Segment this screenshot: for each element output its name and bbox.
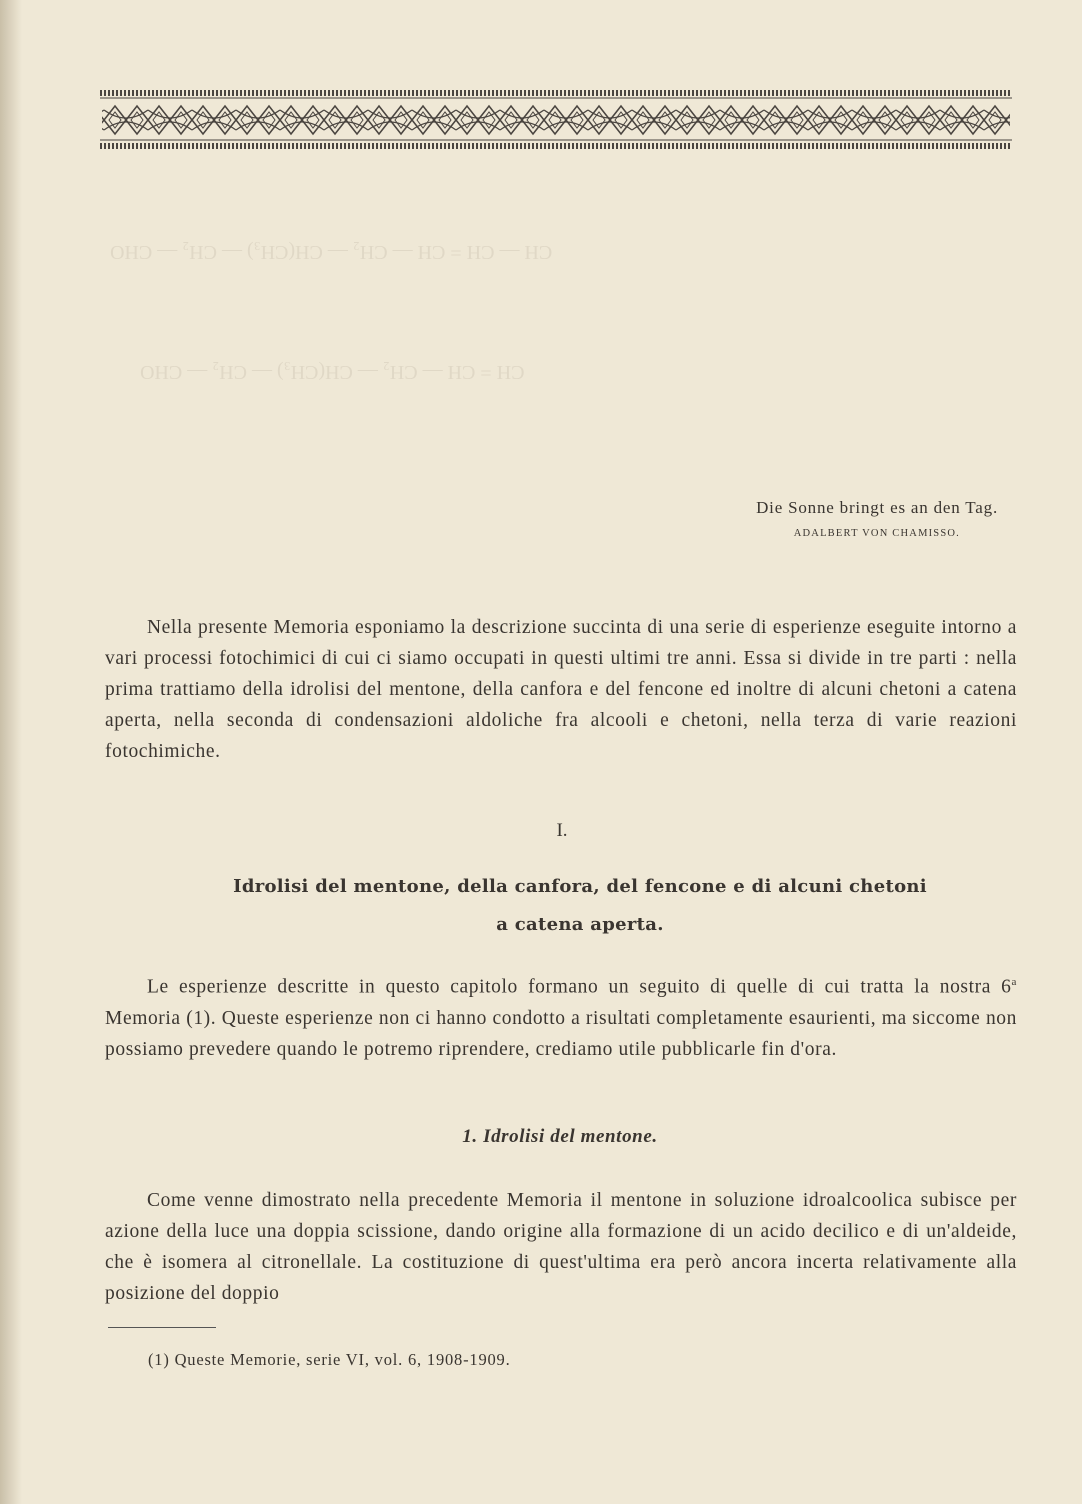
- section-title-line: a catena aperta.: [496, 914, 664, 935]
- decorative-header-ornament: [100, 88, 1012, 152]
- subsection-heading: [100, 1126, 1020, 1148]
- intro-paragraph: Nella presente Memoria esponiamo la descrizione succinta di una serie di esperienze eseguite intorno a vari processi fotochimici di cui ci siamo occupati in questi ultimi tre anni. Essa si divide in tre parti : nella prima trattiamo della idrolisi del mentone, della canfora e del fencone ed inoltre di alcuni chetoni a catena aperta, nella seconda di condensazioni aldoliche fra alcooli e chetoni, nella terza di varie reazioni fotochimiche.: [105, 617, 1017, 762]
- epigraph: [756, 498, 998, 539]
- superscript: a: [1011, 976, 1017, 988]
- subsection-title: Idrolisi del mentone.: [483, 1126, 658, 1147]
- subsection-paragraph: Come venne dimostrato nella precedente Memoria il mentone in soluzione idroalcoolica subisce per azione della luce una doppia scissione, dando origine alla formazione di un acido decilico e di un'aldeide, che è isomera al citronellale. La costituzione di quest'ultima era però ancora incerta relativamente alla posizione del doppio: [105, 1190, 1017, 1304]
- section-number: I.: [556, 820, 568, 841]
- epigraph-author: ADALBERT VON CHAMISSO.: [793, 528, 960, 539]
- section-paragraph-start: Le esperienze descritte in questo capitolo formano un seguito di quelle di cui tratta la nostra 6: [147, 976, 1012, 998]
- bleed-through-text: CH = CH — CH₂ — CH(CH₃) — CH₂ — CHO: [140, 361, 525, 383]
- epigraph-quote: Die Sonne bringt es an den Tag.: [756, 498, 998, 517]
- subsection-number: 1.: [462, 1126, 478, 1147]
- section-title-line: Idrolisi del mentone, della canfora, del fencone e di alcuni chetoni: [233, 876, 927, 897]
- section-paragraph-end: Memoria (1). Queste esperienze non ci hanno condotto a risultati completamente esaurienti, ma siccome non possiamo prevedere quando le potremo riprendere, crediamo utile pubblicarle fin d'ora.: [105, 1007, 1017, 1060]
- footnote: (1) Queste Memorie, serie VI, vol. 6, 1908-1909.: [148, 1350, 511, 1369]
- page-edge-shadow: [0, 0, 22, 1504]
- section-title: [100, 868, 1060, 944]
- bleed-through-text: CH — CH = CH — CH₂ — CH(CH₃) — CH₂ — CHO: [110, 241, 553, 263]
- footnote-rule: [108, 1327, 216, 1328]
- section-paragraph: [105, 967, 1017, 1065]
